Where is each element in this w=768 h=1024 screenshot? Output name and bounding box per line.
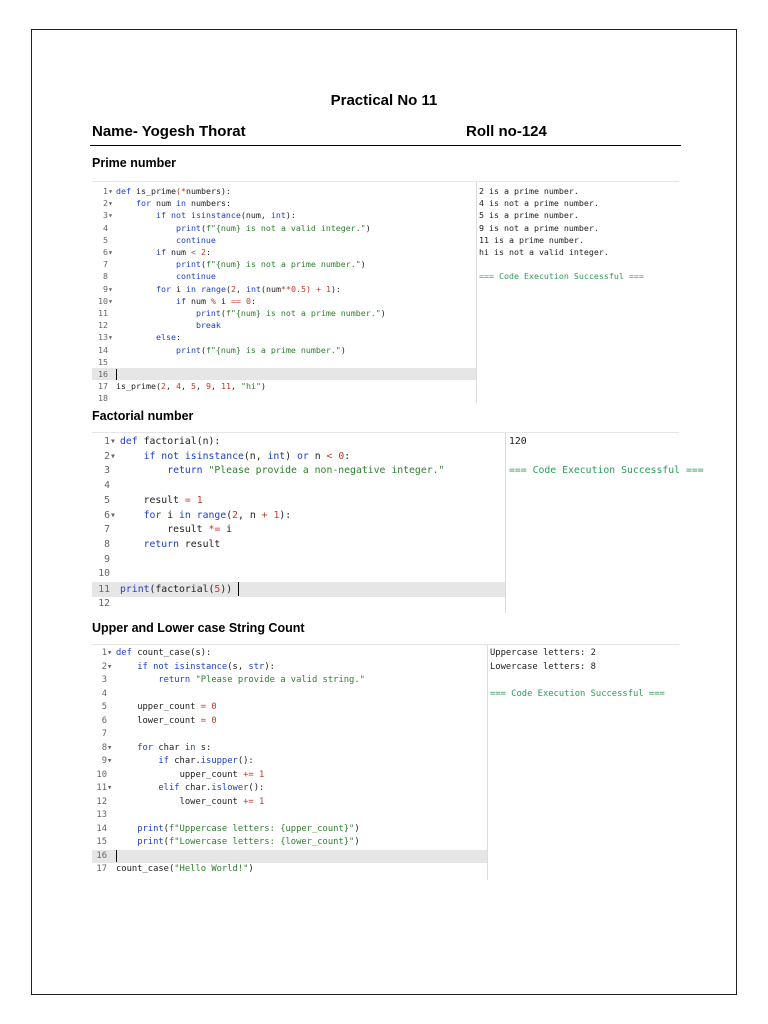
code-line[interactable] <box>92 234 476 246</box>
code-line[interactable] <box>92 380 476 392</box>
code-line[interactable] <box>92 270 476 282</box>
code-line[interactable] <box>92 246 476 258</box>
line-number: 13 <box>96 810 107 820</box>
output-line: 9 is not a prime number. <box>479 222 599 233</box>
code-text: for char in s: <box>137 742 212 753</box>
code-editor[interactable] <box>92 182 477 403</box>
line-number: 2 <box>103 198 108 209</box>
output-line: 4 is not a prime number. <box>479 198 599 209</box>
code-line[interactable] <box>92 368 476 380</box>
text-cursor <box>116 850 117 863</box>
line-number: 9 <box>103 283 108 294</box>
line-number: 17 <box>98 381 108 392</box>
code-text: return "Please provide a non-negative integer." <box>167 465 445 477</box>
code-text: return "Please provide a valid string." <box>158 675 365 685</box>
prime-screenshot <box>92 181 679 403</box>
output-line: hi is not a valid integer. <box>479 247 609 257</box>
code-line[interactable] <box>92 674 487 688</box>
line-number: 1 <box>101 648 107 658</box>
line-number: 9 <box>104 553 110 565</box>
code-line[interactable] <box>92 209 476 221</box>
fold-arrow-icon[interactable]: ▾ <box>107 756 113 766</box>
code-text: print(f"{num} is not a prime number.") <box>195 308 386 318</box>
code-text: break <box>195 320 221 331</box>
code-line[interactable] <box>92 464 505 479</box>
code-text: upper_count += 1 <box>179 769 265 780</box>
code-text: if not isinstance(num, int): <box>155 210 296 221</box>
line-number: 5 <box>104 494 110 506</box>
line-number: 10 <box>98 295 108 306</box>
code-line[interactable] <box>92 258 476 270</box>
page-title: Practical No 11 <box>330 92 438 109</box>
code-line[interactable] <box>92 742 487 756</box>
line-number: 9 <box>101 756 107 766</box>
fold-arrow-icon[interactable]: ▾ <box>107 661 113 672</box>
code-line[interactable] <box>92 523 505 538</box>
line-number: 10 <box>96 769 107 780</box>
line-number: 4 <box>103 222 108 233</box>
line-number: 8 <box>101 742 107 753</box>
line-number: 15 <box>98 356 108 367</box>
fold-arrow-icon[interactable]: ▾ <box>107 648 113 658</box>
fold-arrow-icon[interactable]: ▾ <box>110 436 116 447</box>
code-line[interactable] <box>92 769 487 783</box>
roll-number: Roll no-124 <box>466 123 547 140</box>
fold-arrow-icon[interactable]: ▾ <box>108 283 113 294</box>
section-heading-prime: Prime number <box>92 156 177 170</box>
code-line[interactable] <box>92 494 505 509</box>
code-text: for i in range(2, int(num**0.5) + 1): <box>155 283 341 294</box>
code-line[interactable] <box>92 850 487 864</box>
fold-arrow-icon[interactable]: ▾ <box>108 332 113 343</box>
line-number: 7 <box>104 524 110 536</box>
code-text: continue <box>175 234 216 245</box>
student-name: Name- Yogesh Thorat <box>92 123 246 140</box>
line-number: 5 <box>103 234 108 245</box>
line-number: 16 <box>96 851 107 862</box>
code-line[interactable] <box>92 538 505 553</box>
line-number: 7 <box>101 729 107 739</box>
output-line: Uppercase letters: 2 <box>490 648 596 658</box>
code-text: count_case("Hello World!") <box>116 864 254 874</box>
line-number: 8 <box>103 271 108 282</box>
code-line[interactable] <box>92 728 487 742</box>
code-editor[interactable] <box>92 433 506 613</box>
text-cursor <box>238 582 239 596</box>
line-number: 1 <box>103 186 108 196</box>
code-text: def factorial(n): <box>120 436 221 447</box>
fold-arrow-icon[interactable]: ▾ <box>110 509 116 521</box>
factorial-screenshot <box>92 432 704 613</box>
code-line[interactable] <box>92 701 487 715</box>
output-line: 11 is a prime number. <box>479 234 584 245</box>
fold-arrow-icon[interactable]: ▾ <box>108 210 113 221</box>
code-text: if num % i == 0: <box>175 295 256 306</box>
fold-arrow-icon[interactable]: ▾ <box>107 742 113 753</box>
line-number: 16 <box>98 369 108 379</box>
line-number: 18 <box>98 393 108 404</box>
code-text: upper_count = 0 <box>137 702 217 712</box>
header-divider <box>90 145 681 146</box>
code-line[interactable] <box>92 782 487 796</box>
execution-status: === Code Execution Successful === <box>490 688 665 699</box>
code-text: print(f"Uppercase letters: {upper_count}") <box>137 823 360 834</box>
code-text: result *= i <box>167 524 233 536</box>
code-text: if char.isupper(): <box>158 756 254 766</box>
line-number: 6 <box>101 715 107 726</box>
code-text: print(f"{num} is a prime number.") <box>175 344 346 355</box>
code-line[interactable] <box>92 344 476 356</box>
code-line[interactable] <box>92 283 476 295</box>
code-line[interactable] <box>92 222 476 234</box>
line-number: 4 <box>104 480 110 492</box>
execution-status: === Code Execution Successful === <box>509 465 704 477</box>
line-number: 1 <box>104 436 110 447</box>
line-number: 3 <box>104 465 110 477</box>
case-count-screenshot <box>92 644 679 880</box>
line-number: 10 <box>98 568 110 580</box>
line-number: 6 <box>103 247 108 257</box>
line-number: 12 <box>98 597 110 609</box>
code-line[interactable] <box>92 836 487 850</box>
code-line[interactable] <box>92 295 476 307</box>
section-heading-factorial: Factorial number <box>92 409 194 423</box>
code-line[interactable] <box>92 435 505 450</box>
code-line[interactable] <box>92 796 487 810</box>
code-text: lower_count = 0 <box>137 715 217 726</box>
code-text: result = 1 <box>143 494 203 506</box>
line-number: 12 <box>96 796 107 807</box>
code-text: for num in numbers: <box>135 198 231 209</box>
section-heading-case-count: Upper and Lower case String Count <box>92 621 305 635</box>
line-number: 14 <box>98 344 108 355</box>
code-text: lower_count += 1 <box>179 796 265 807</box>
line-number: 15 <box>96 837 107 847</box>
line-number: 14 <box>96 823 107 834</box>
code-line[interactable] <box>92 661 487 675</box>
fold-arrow-icon[interactable]: ▾ <box>110 450 116 462</box>
code-line[interactable] <box>92 197 476 209</box>
code-line[interactable] <box>92 823 487 837</box>
line-number: 17 <box>96 864 107 874</box>
line-number: 13 <box>98 332 108 343</box>
line-number: 3 <box>101 675 107 685</box>
fold-arrow-icon[interactable]: ▾ <box>108 186 113 196</box>
line-number: 2 <box>104 450 110 462</box>
code-line[interactable] <box>92 809 487 823</box>
line-number: 6 <box>104 509 110 521</box>
output-panel <box>477 182 679 403</box>
output-panel <box>488 645 679 880</box>
line-number: 8 <box>104 538 110 550</box>
code-text: print(f"Lowercase letters: {lower_count}") <box>137 837 360 847</box>
code-line[interactable] <box>92 647 487 661</box>
code-line[interactable] <box>92 185 476 197</box>
fold-arrow-icon[interactable]: ▾ <box>108 295 113 306</box>
output-panel <box>506 433 704 613</box>
output-line: 5 is a prime number. <box>479 210 579 221</box>
code-text: print(f"{num} is not a prime number.") <box>175 259 366 270</box>
code-line[interactable] <box>92 307 476 319</box>
code-text: print(f"{num} is not a valid integer.") <box>175 222 371 233</box>
code-line[interactable] <box>92 863 487 877</box>
code-editor[interactable] <box>92 645 488 880</box>
code-line[interactable] <box>92 479 505 494</box>
code-text: if not isinstance(s, str): <box>137 661 275 672</box>
code-line[interactable] <box>92 688 487 702</box>
fold-arrow-icon[interactable]: ▾ <box>108 198 113 209</box>
code-text: is_prime(2, 4, 5, 9, 11, "hi") <box>116 381 266 392</box>
line-number: 11 <box>98 583 110 595</box>
line-number: 4 <box>101 688 107 699</box>
text-cursor <box>116 369 117 380</box>
code-text: elif char.islower(): <box>158 783 265 793</box>
code-text: if num < 2: <box>155 247 211 257</box>
code-line[interactable] <box>92 597 505 612</box>
fold-arrow-icon[interactable]: ▾ <box>108 247 113 257</box>
line-number: 11 <box>98 308 108 318</box>
line-number: 3 <box>103 210 108 221</box>
output-line: 2 is a prime number. <box>479 186 579 196</box>
code-line[interactable] <box>92 553 505 568</box>
line-number: 7 <box>103 259 108 270</box>
line-number: 12 <box>98 320 108 331</box>
code-line[interactable] <box>92 715 487 729</box>
code-text: return result <box>143 538 221 550</box>
code-line[interactable] <box>92 392 476 404</box>
code-line[interactable] <box>92 582 505 597</box>
output-line: 120 <box>509 436 527 447</box>
code-text: continue <box>175 271 216 282</box>
code-line[interactable] <box>92 755 487 769</box>
code-text: if not isinstance(n, int) or n < 0: <box>143 450 351 462</box>
code-line[interactable] <box>92 450 505 465</box>
line-number: 5 <box>101 702 107 712</box>
code-text: for i in range(2, n + 1): <box>143 509 292 521</box>
code-line[interactable] <box>92 319 476 331</box>
code-text: def is_prime(*numbers): <box>116 186 231 196</box>
code-line[interactable] <box>92 567 505 582</box>
code-line[interactable] <box>92 356 476 368</box>
code-line[interactable] <box>92 331 476 343</box>
output-line: Lowercase letters: 8 <box>490 661 596 672</box>
code-text: print(factorial(5)) <box>120 583 239 595</box>
code-line[interactable] <box>92 509 505 524</box>
execution-status: === Code Execution Successful === <box>479 271 644 282</box>
line-number: 11 <box>96 783 107 793</box>
line-number: 2 <box>101 661 107 672</box>
code-text: def count_case(s): <box>116 648 212 658</box>
code-text: else: <box>155 332 181 343</box>
fold-arrow-icon[interactable]: ▾ <box>107 783 113 793</box>
